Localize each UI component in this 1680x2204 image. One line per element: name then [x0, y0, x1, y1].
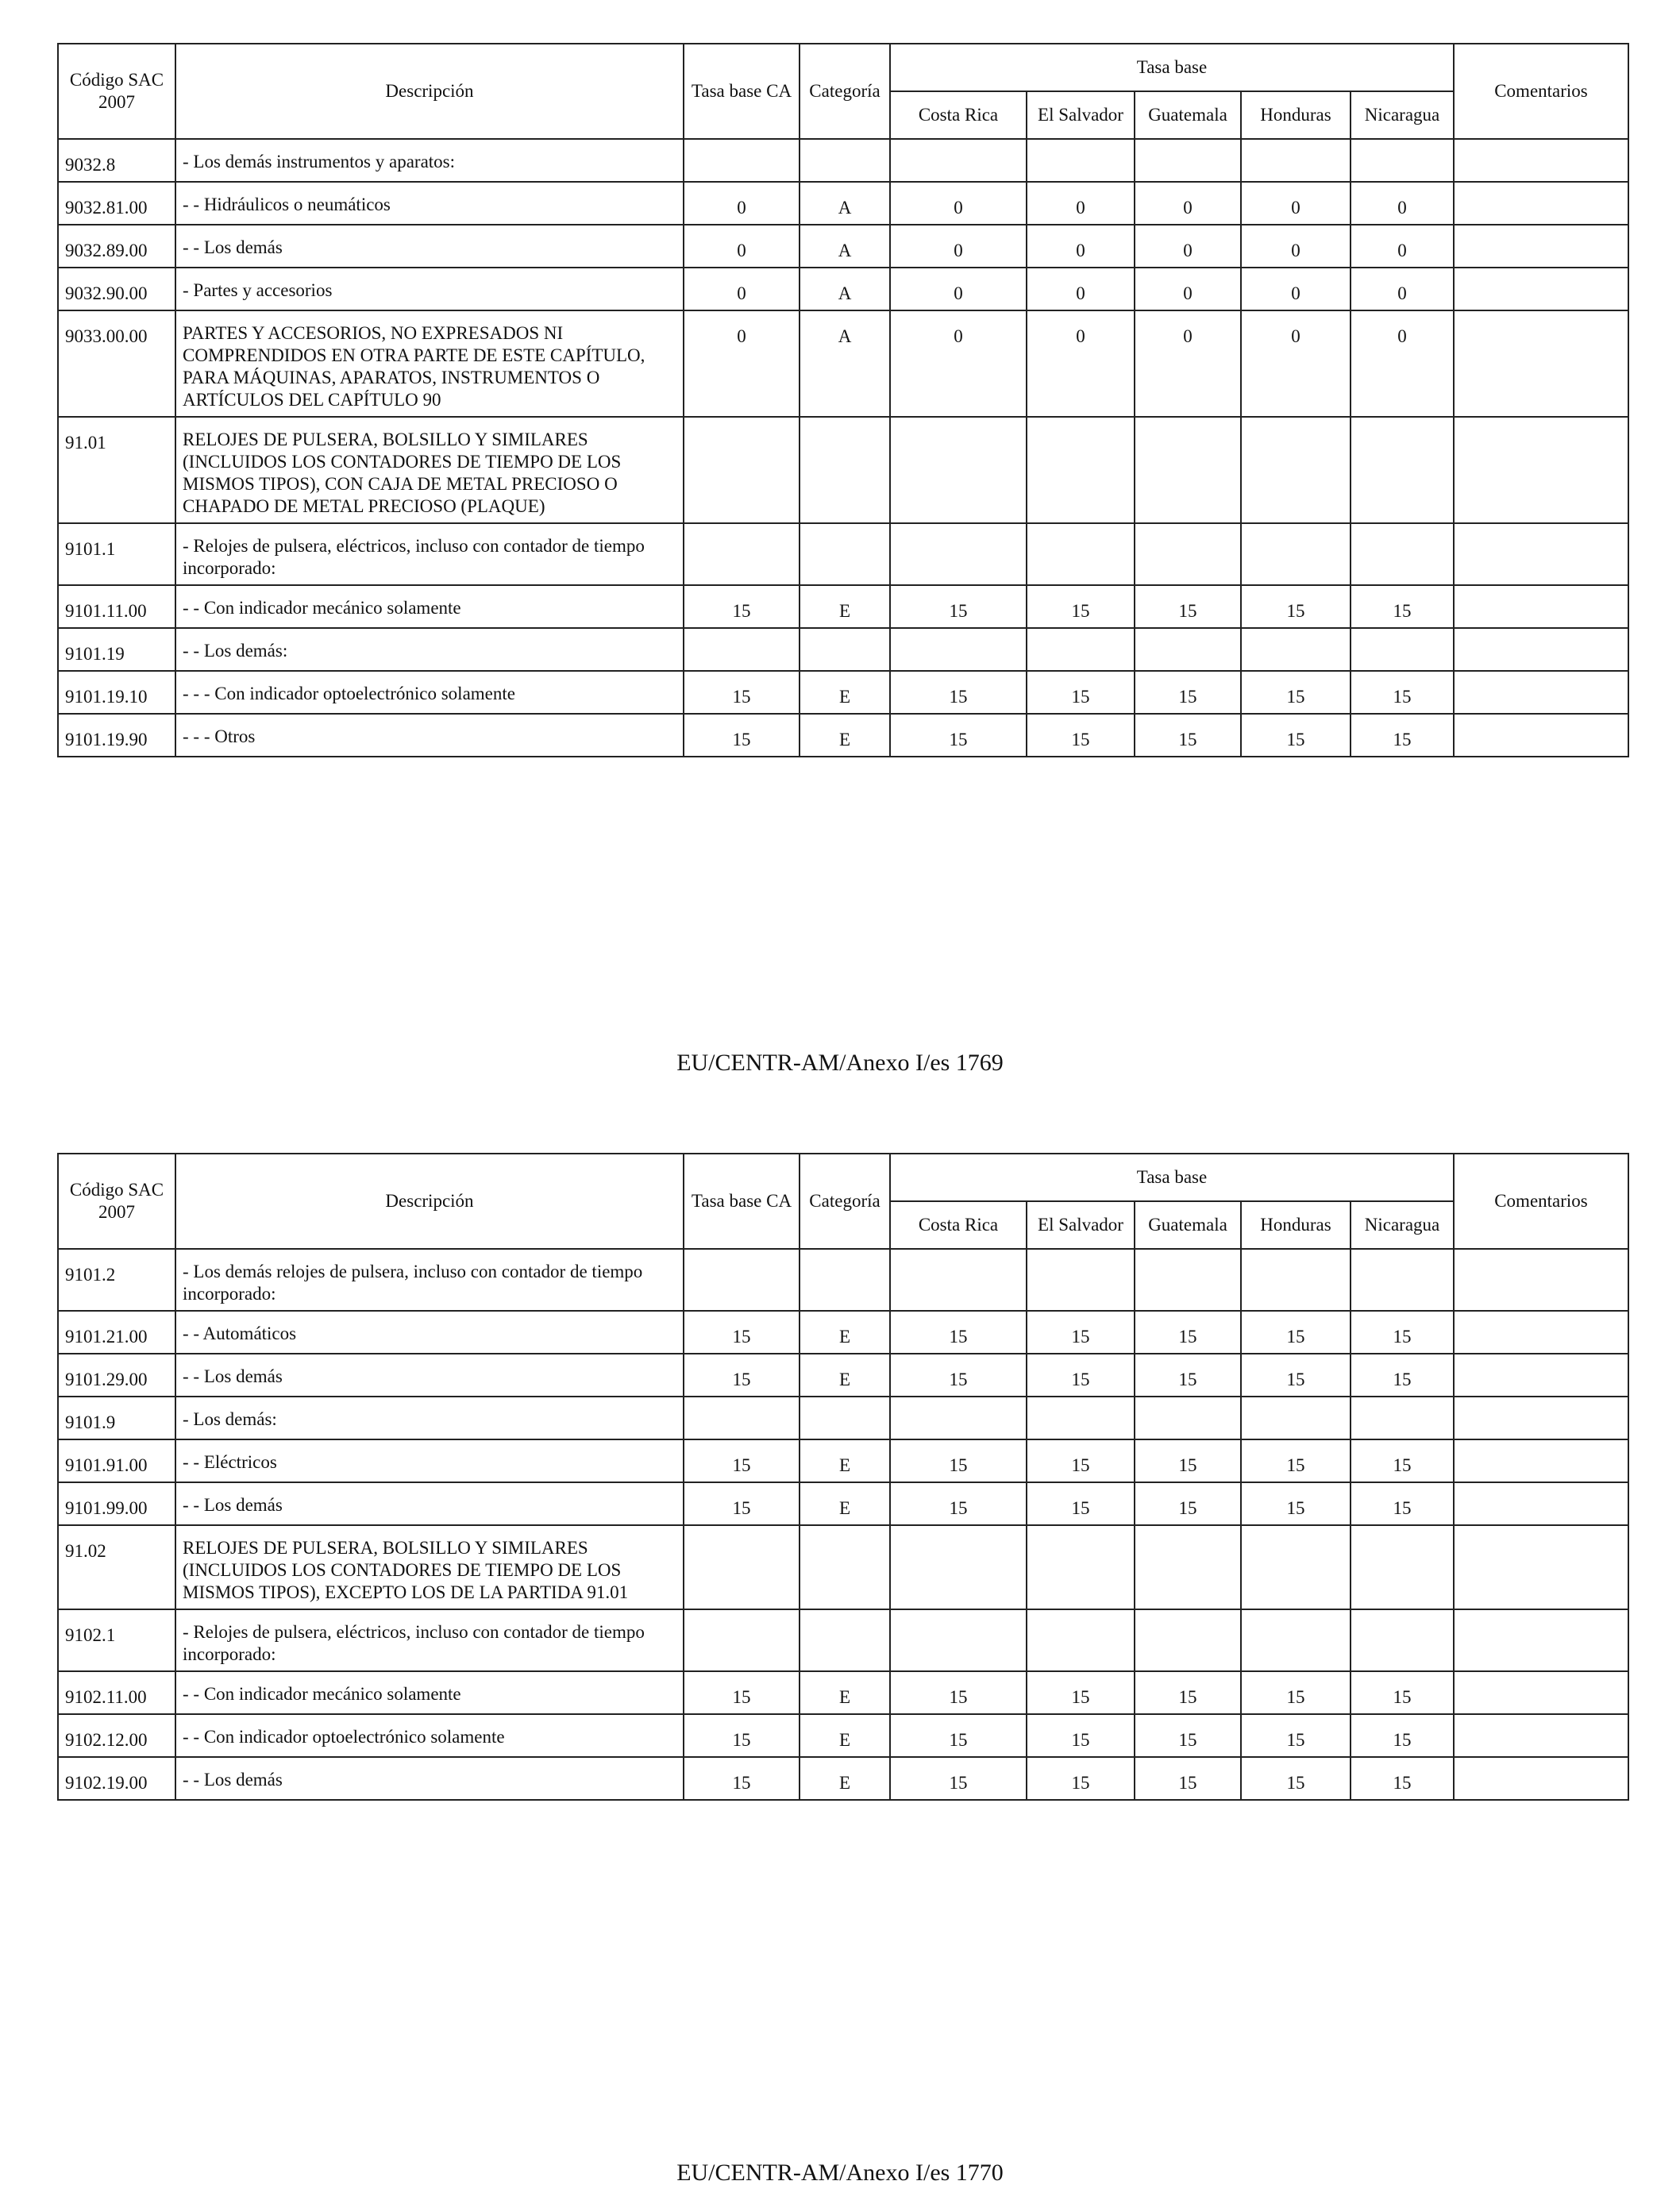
- cell-costa-rica: 15: [890, 585, 1027, 628]
- header-categoria: Categoría: [800, 1154, 890, 1249]
- cell-el-salvador: [1027, 1525, 1135, 1609]
- cell-categoria: E: [800, 1714, 890, 1757]
- cell-categoria: [800, 1525, 890, 1609]
- cell-comentarios: [1454, 1439, 1628, 1482]
- cell-descripcion: - Partes y accesorios: [175, 268, 684, 310]
- header-tasa-base: Tasa base: [890, 1154, 1454, 1201]
- cell-categoria: E: [800, 1757, 890, 1800]
- header-categoria: Categoría: [800, 44, 890, 139]
- cell-honduras: 15: [1241, 1757, 1351, 1800]
- cell-descripcion: - - Con indicador optoelectrónico solamente: [175, 1714, 684, 1757]
- table-row: [58, 182, 1628, 225]
- cell-honduras: 0: [1241, 182, 1351, 225]
- cell-tasa-base-ca: 15: [684, 1311, 800, 1354]
- cell-costa-rica: [890, 1525, 1027, 1609]
- cell-nicaragua: 15: [1351, 585, 1454, 628]
- cell-descripcion: - Los demás:: [175, 1397, 684, 1439]
- cell-tasa-base-ca: 15: [684, 671, 800, 714]
- cell-el-salvador: [1027, 417, 1135, 523]
- cell-honduras: 15: [1241, 671, 1351, 714]
- cell-codigo: 9032.8: [58, 139, 175, 182]
- cell-descripcion: RELOJES DE PULSERA, BOLSILLO Y SIMILARES (INCLUIDOS LOS CONTADORES DE TIEMPO DE LOS MISMOS TIPOS), CON CAJA DE METAL PRECIOSO O CHAPADO DE METAL PRECIOSO (PLAQUE): [175, 417, 684, 523]
- cell-categoria: A: [800, 225, 890, 268]
- header-comentarios: Comentarios: [1454, 44, 1628, 139]
- cell-tasa-base-ca: [684, 1397, 800, 1439]
- cell-comentarios: [1454, 139, 1628, 182]
- cell-guatemala: 15: [1135, 671, 1241, 714]
- cell-codigo: 9101.91.00: [58, 1439, 175, 1482]
- cell-honduras: [1241, 1525, 1351, 1609]
- cell-categoria: [800, 523, 890, 585]
- cell-descripcion: - - Los demás: [175, 1354, 684, 1397]
- cell-costa-rica: [890, 139, 1027, 182]
- cell-codigo: 9101.9: [58, 1397, 175, 1439]
- cell-costa-rica: 0: [890, 225, 1027, 268]
- cell-el-salvador: [1027, 139, 1135, 182]
- cell-comentarios: [1454, 1714, 1628, 1757]
- cell-el-salvador: 15: [1027, 1757, 1135, 1800]
- cell-el-salvador: [1027, 628, 1135, 671]
- cell-codigo: 9032.89.00: [58, 225, 175, 268]
- cell-el-salvador: 0: [1027, 310, 1135, 417]
- cell-costa-rica: 15: [890, 671, 1027, 714]
- cell-tasa-base-ca: 15: [684, 1671, 800, 1714]
- cell-guatemala: 15: [1135, 1671, 1241, 1714]
- cell-costa-rica: [890, 523, 1027, 585]
- cell-codigo: 9102.19.00: [58, 1757, 175, 1800]
- cell-nicaragua: 15: [1351, 1311, 1454, 1354]
- cell-categoria: E: [800, 1671, 890, 1714]
- cell-el-salvador: 15: [1027, 1311, 1135, 1354]
- cell-comentarios: [1454, 268, 1628, 310]
- cell-descripcion: - Relojes de pulsera, eléctricos, incluso con contador de tiempo incorporado:: [175, 523, 684, 585]
- cell-comentarios: [1454, 523, 1628, 585]
- cell-costa-rica: [890, 628, 1027, 671]
- cell-costa-rica: [890, 1609, 1027, 1671]
- table-row: [58, 1671, 1628, 1714]
- cell-tasa-base-ca: [684, 1249, 800, 1311]
- cell-tasa-base-ca: 0: [684, 182, 800, 225]
- cell-guatemala: [1135, 1249, 1241, 1311]
- table-row: [58, 1249, 1628, 1311]
- cell-categoria: E: [800, 1482, 890, 1525]
- cell-guatemala: 0: [1135, 310, 1241, 417]
- cell-descripcion: - Los demás instrumentos y aparatos:: [175, 139, 684, 182]
- cell-guatemala: 0: [1135, 225, 1241, 268]
- cell-costa-rica: 15: [890, 1354, 1027, 1397]
- cell-nicaragua: [1351, 417, 1454, 523]
- cell-codigo: 9033.00.00: [58, 310, 175, 417]
- cell-honduras: 15: [1241, 1482, 1351, 1525]
- cell-tasa-base-ca: 15: [684, 585, 800, 628]
- table-row: [58, 417, 1628, 523]
- table-row: [58, 628, 1628, 671]
- cell-nicaragua: 15: [1351, 1714, 1454, 1757]
- cell-el-salvador: 15: [1027, 1439, 1135, 1482]
- cell-comentarios: [1454, 1609, 1628, 1671]
- cell-nicaragua: 0: [1351, 268, 1454, 310]
- cell-codigo: 9101.19: [58, 628, 175, 671]
- cell-codigo: 9032.81.00: [58, 182, 175, 225]
- cell-codigo: 9101.11.00: [58, 585, 175, 628]
- header-costa-rica: Costa Rica: [890, 1201, 1027, 1249]
- cell-el-salvador: 15: [1027, 1354, 1135, 1397]
- cell-guatemala: [1135, 523, 1241, 585]
- cell-tasa-base-ca: 15: [684, 1714, 800, 1757]
- cell-costa-rica: [890, 1249, 1027, 1311]
- cell-guatemala: 15: [1135, 1714, 1241, 1757]
- cell-tasa-base-ca: [684, 139, 800, 182]
- cell-codigo: 9101.99.00: [58, 1482, 175, 1525]
- cell-tasa-base-ca: [684, 523, 800, 585]
- cell-categoria: E: [800, 671, 890, 714]
- header-comentarios: Comentarios: [1454, 1154, 1628, 1249]
- header-el-salvador: El Salvador: [1027, 1201, 1135, 1249]
- cell-categoria: E: [800, 1354, 890, 1397]
- cell-nicaragua: [1351, 628, 1454, 671]
- cell-honduras: [1241, 523, 1351, 585]
- table-row: [58, 310, 1628, 417]
- cell-honduras: 0: [1241, 225, 1351, 268]
- cell-honduras: 15: [1241, 1671, 1351, 1714]
- cell-guatemala: 15: [1135, 1482, 1241, 1525]
- cell-nicaragua: [1351, 1249, 1454, 1311]
- header-nicaragua: Nicaragua: [1351, 1201, 1454, 1249]
- cell-tasa-base-ca: [684, 1609, 800, 1671]
- header-honduras: Honduras: [1241, 91, 1351, 139]
- cell-comentarios: [1454, 1354, 1628, 1397]
- table-row: [58, 523, 1628, 585]
- cell-costa-rica: 15: [890, 1311, 1027, 1354]
- header-costa-rica: Costa Rica: [890, 91, 1027, 139]
- cell-guatemala: 15: [1135, 1439, 1241, 1482]
- table-row: [58, 1354, 1628, 1397]
- table-row: [58, 139, 1628, 182]
- cell-codigo: 9102.1: [58, 1609, 175, 1671]
- cell-tasa-base-ca: 0: [684, 268, 800, 310]
- table-body-page-1: [58, 139, 1628, 757]
- cell-comentarios: [1454, 1482, 1628, 1525]
- header-codigo: Código SAC 2007: [58, 44, 175, 139]
- cell-nicaragua: 15: [1351, 1757, 1454, 1800]
- cell-codigo: 9101.19.10: [58, 671, 175, 714]
- table-body-page-2: [58, 1249, 1628, 1800]
- cell-descripcion: - - Los demás: [175, 1482, 684, 1525]
- table-row: [58, 1439, 1628, 1482]
- cell-categoria: E: [800, 1439, 890, 1482]
- cell-tasa-base-ca: 0: [684, 225, 800, 268]
- cell-descripcion: - - Los demás:: [175, 628, 684, 671]
- cell-categoria: E: [800, 585, 890, 628]
- cell-descripcion: - - Eléctricos: [175, 1439, 684, 1482]
- cell-el-salvador: 0: [1027, 182, 1135, 225]
- table-row: [58, 585, 1628, 628]
- table-row: [58, 1482, 1628, 1525]
- cell-honduras: 15: [1241, 1354, 1351, 1397]
- cell-comentarios: [1454, 585, 1628, 628]
- cell-tasa-base-ca: 0: [684, 310, 800, 417]
- tariff-table-page-1: [57, 43, 1629, 757]
- cell-codigo: 9101.2: [58, 1249, 175, 1311]
- cell-el-salvador: 15: [1027, 585, 1135, 628]
- cell-nicaragua: [1351, 1525, 1454, 1609]
- cell-guatemala: [1135, 1525, 1241, 1609]
- cell-descripcion: - - Con indicador mecánico solamente: [175, 585, 684, 628]
- cell-codigo: 9032.90.00: [58, 268, 175, 310]
- cell-el-salvador: [1027, 523, 1135, 585]
- cell-comentarios: [1454, 417, 1628, 523]
- cell-comentarios: [1454, 1249, 1628, 1311]
- cell-codigo: 91.02: [58, 1525, 175, 1609]
- cell-guatemala: 15: [1135, 1311, 1241, 1354]
- cell-nicaragua: [1351, 139, 1454, 182]
- cell-honduras: [1241, 1249, 1351, 1311]
- cell-el-salvador: 15: [1027, 671, 1135, 714]
- cell-el-salvador: 15: [1027, 714, 1135, 757]
- cell-nicaragua: [1351, 1609, 1454, 1671]
- cell-descripcion: RELOJES DE PULSERA, BOLSILLO Y SIMILARES (INCLUIDOS LOS CONTADORES DE TIEMPO DE LOS MISMOS TIPOS), EXCEPTO LOS DE LA PARTIDA 91.01: [175, 1525, 684, 1609]
- cell-guatemala: [1135, 1397, 1241, 1439]
- cell-costa-rica: 15: [890, 714, 1027, 757]
- cell-categoria: [800, 628, 890, 671]
- cell-guatemala: [1135, 1609, 1241, 1671]
- cell-guatemala: 15: [1135, 1757, 1241, 1800]
- cell-codigo: 9102.11.00: [58, 1671, 175, 1714]
- cell-descripcion: PARTES Y ACCESORIOS, NO EXPRESADOS NI COMPRENDIDOS EN OTRA PARTE DE ESTE CAPÍTULO, PARA MÁQUINAS, APARATOS, INSTRUMENTOS O ARTÍCULOS DEL CAPÍTULO 90: [175, 310, 684, 417]
- cell-guatemala: 0: [1135, 268, 1241, 310]
- cell-comentarios: [1454, 1757, 1628, 1800]
- cell-costa-rica: 15: [890, 1757, 1027, 1800]
- cell-honduras: [1241, 417, 1351, 523]
- cell-guatemala: [1135, 139, 1241, 182]
- cell-el-salvador: 0: [1027, 225, 1135, 268]
- cell-codigo: 9101.29.00: [58, 1354, 175, 1397]
- cell-honduras: [1241, 139, 1351, 182]
- cell-nicaragua: 15: [1351, 1439, 1454, 1482]
- cell-nicaragua: 15: [1351, 1354, 1454, 1397]
- cell-descripcion: - - - Otros: [175, 714, 684, 757]
- cell-costa-rica: 15: [890, 1671, 1027, 1714]
- table-row: [58, 1397, 1628, 1439]
- cell-categoria: [800, 1397, 890, 1439]
- header-descripcion: Descripción: [175, 44, 684, 139]
- cell-descripcion: - Los demás relojes de pulsera, incluso con contador de tiempo incorporado:: [175, 1249, 684, 1311]
- cell-nicaragua: [1351, 523, 1454, 585]
- cell-codigo: 91.01: [58, 417, 175, 523]
- header-tasa-base-ca: Tasa base CA: [684, 44, 800, 139]
- table-row: [58, 1311, 1628, 1354]
- cell-el-salvador: [1027, 1249, 1135, 1311]
- cell-comentarios: [1454, 1671, 1628, 1714]
- cell-honduras: [1241, 1609, 1351, 1671]
- cell-comentarios: [1454, 225, 1628, 268]
- cell-guatemala: 15: [1135, 714, 1241, 757]
- cell-nicaragua: 15: [1351, 1671, 1454, 1714]
- cell-honduras: [1241, 628, 1351, 671]
- cell-honduras: 0: [1241, 310, 1351, 417]
- cell-honduras: 0: [1241, 268, 1351, 310]
- cell-comentarios: [1454, 1311, 1628, 1354]
- cell-comentarios: [1454, 1397, 1628, 1439]
- table-row: [58, 714, 1628, 757]
- cell-nicaragua: 0: [1351, 310, 1454, 417]
- cell-costa-rica: [890, 417, 1027, 523]
- cell-nicaragua: 0: [1351, 225, 1454, 268]
- cell-honduras: 15: [1241, 1714, 1351, 1757]
- cell-el-salvador: 0: [1027, 268, 1135, 310]
- cell-descripcion: - - Con indicador mecánico solamente: [175, 1671, 684, 1714]
- header-codigo: Código SAC 2007: [58, 1154, 175, 1249]
- cell-descripcion: - - Hidráulicos o neumáticos: [175, 182, 684, 225]
- cell-comentarios: [1454, 1525, 1628, 1609]
- page-footer-1: EU/CENTR-AM/Anexo I/es 1769: [676, 1050, 1004, 1076]
- cell-nicaragua: 15: [1351, 714, 1454, 757]
- cell-categoria: [800, 1609, 890, 1671]
- table-row: [58, 1757, 1628, 1800]
- header-guatemala: Guatemala: [1135, 1201, 1241, 1249]
- cell-nicaragua: 15: [1351, 1482, 1454, 1525]
- cell-codigo: 9101.19.90: [58, 714, 175, 757]
- cell-descripcion: - - Automáticos: [175, 1311, 684, 1354]
- cell-comentarios: [1454, 182, 1628, 225]
- cell-costa-rica: 0: [890, 310, 1027, 417]
- tariff-table-page-2: [57, 1153, 1629, 1801]
- cell-guatemala: 0: [1135, 182, 1241, 225]
- cell-costa-rica: 15: [890, 1439, 1027, 1482]
- cell-tasa-base-ca: [684, 1525, 800, 1609]
- header-tasa-base-ca: Tasa base CA: [684, 1154, 800, 1249]
- cell-el-salvador: 15: [1027, 1671, 1135, 1714]
- cell-nicaragua: [1351, 1397, 1454, 1439]
- cell-categoria: A: [800, 182, 890, 225]
- header-el-salvador: El Salvador: [1027, 91, 1135, 139]
- table-row: [58, 671, 1628, 714]
- cell-tasa-base-ca: [684, 417, 800, 523]
- cell-costa-rica: 15: [890, 1714, 1027, 1757]
- cell-descripcion: - - Los demás: [175, 225, 684, 268]
- cell-honduras: [1241, 1397, 1351, 1439]
- cell-tasa-base-ca: 15: [684, 1439, 800, 1482]
- table-row: [58, 268, 1628, 310]
- cell-tasa-base-ca: 15: [684, 714, 800, 757]
- cell-nicaragua: 15: [1351, 671, 1454, 714]
- cell-codigo: 9101.21.00: [58, 1311, 175, 1354]
- cell-codigo: 9102.12.00: [58, 1714, 175, 1757]
- header-guatemala: Guatemala: [1135, 91, 1241, 139]
- table-row: [58, 1525, 1628, 1609]
- cell-honduras: 15: [1241, 1439, 1351, 1482]
- table-row: [58, 1609, 1628, 1671]
- cell-costa-rica: 0: [890, 182, 1027, 225]
- page-footer-2: EU/CENTR-AM/Anexo I/es 1770: [676, 2160, 1004, 2186]
- header-descripcion: Descripción: [175, 1154, 684, 1249]
- cell-comentarios: [1454, 671, 1628, 714]
- cell-guatemala: 15: [1135, 585, 1241, 628]
- cell-el-salvador: [1027, 1609, 1135, 1671]
- cell-costa-rica: 15: [890, 1482, 1027, 1525]
- cell-tasa-base-ca: 15: [684, 1757, 800, 1800]
- cell-nicaragua: 0: [1351, 182, 1454, 225]
- cell-el-salvador: 15: [1027, 1714, 1135, 1757]
- cell-descripcion: - Relojes de pulsera, eléctricos, incluso con contador de tiempo incorporado:: [175, 1609, 684, 1671]
- cell-categoria: [800, 139, 890, 182]
- cell-categoria: [800, 1249, 890, 1311]
- table-row: [58, 1714, 1628, 1757]
- cell-descripcion: - - - Con indicador optoelectrónico solamente: [175, 671, 684, 714]
- header-nicaragua: Nicaragua: [1351, 91, 1454, 139]
- cell-comentarios: [1454, 628, 1628, 671]
- cell-categoria: E: [800, 714, 890, 757]
- cell-tasa-base-ca: 15: [684, 1354, 800, 1397]
- table-row: [58, 225, 1628, 268]
- cell-guatemala: [1135, 417, 1241, 523]
- cell-el-salvador: [1027, 1397, 1135, 1439]
- cell-tasa-base-ca: [684, 628, 800, 671]
- cell-codigo: 9101.1: [58, 523, 175, 585]
- header-honduras: Honduras: [1241, 1201, 1351, 1249]
- cell-categoria: A: [800, 310, 890, 417]
- header-tasa-base: Tasa base: [890, 44, 1454, 91]
- cell-categoria: E: [800, 1311, 890, 1354]
- cell-categoria: [800, 417, 890, 523]
- cell-honduras: 15: [1241, 585, 1351, 628]
- cell-guatemala: 15: [1135, 1354, 1241, 1397]
- cell-guatemala: [1135, 628, 1241, 671]
- cell-tasa-base-ca: 15: [684, 1482, 800, 1525]
- cell-honduras: 15: [1241, 714, 1351, 757]
- cell-honduras: 15: [1241, 1311, 1351, 1354]
- cell-costa-rica: 0: [890, 268, 1027, 310]
- cell-descripcion: - - Los demás: [175, 1757, 684, 1800]
- cell-el-salvador: 15: [1027, 1482, 1135, 1525]
- cell-costa-rica: [890, 1397, 1027, 1439]
- cell-comentarios: [1454, 310, 1628, 417]
- cell-comentarios: [1454, 714, 1628, 757]
- cell-categoria: A: [800, 268, 890, 310]
